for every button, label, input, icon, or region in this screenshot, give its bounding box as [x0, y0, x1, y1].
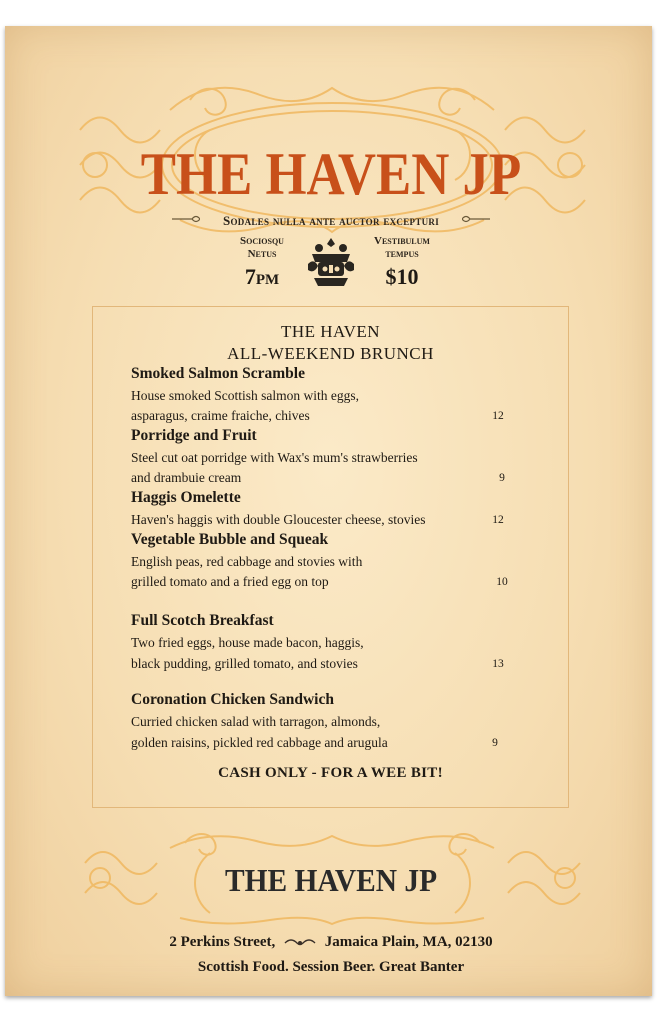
address-city: Jamaica Plain, MA, 02130 — [324, 934, 493, 950]
event-time: 7pm — [244, 264, 280, 289]
menu-item-name: Porridge and Fruit — [131, 427, 257, 444]
menu-item-price: 9 — [499, 472, 505, 484]
flourish-icon — [283, 937, 317, 949]
menu-item-desc: Two fried eggs, house made bacon, haggis, — [131, 635, 364, 650]
address — [0, 934, 662, 951]
menu-item-desc: asparagus, craime fraiche, chives — [131, 408, 310, 423]
cash-only-note: CASH ONLY - FOR A WEE BIT! — [218, 765, 443, 781]
right-subtitle-line-2: tempus — [385, 248, 419, 260]
menu-item-desc: Haven's haggis with double Gloucester cheese, stovies — [131, 512, 426, 527]
right-subtitle — [342, 235, 462, 261]
menu-item-name: Coronation Chicken Sandwich — [131, 691, 334, 708]
menu-item-name: Haggis Omelette — [131, 489, 241, 506]
menu-item-desc: grilled tomato and a fried egg on top — [131, 574, 329, 589]
menu-item-desc: House smoked Scottish salmon with eggs, — [131, 388, 359, 403]
menu-item-desc: golden raisins, pickled red cabbage and arugula — [131, 735, 388, 750]
menu-item-desc: black pudding, grilled tomato, and stovies — [131, 656, 358, 671]
tagline: Sodales nulla ante auctor excepturi — [222, 213, 440, 228]
menu-item-desc: and drambuie cream — [131, 470, 242, 485]
menu-item-name: Smoked Salmon Scramble — [131, 365, 305, 382]
right-subtitle-line-1: Vestibulum — [374, 235, 430, 247]
left-subtitle-line-1: Sociosqu — [240, 235, 284, 247]
menu-item-price: 13 — [492, 658, 504, 670]
page-title: THE HAVEN JP — [140, 141, 522, 207]
menu-item-desc: Curried chicken salad with tarragon, almonds, — [131, 714, 381, 729]
left-subtitle-line-2: Netus — [247, 248, 277, 260]
event-price: $10 — [385, 264, 419, 289]
footer-title: THE HAVEN JP — [224, 862, 438, 898]
menu-item-desc: Steel cut oat porridge with Wax's mum's strawberries — [131, 450, 418, 465]
slogan: Scottish Food. Session Beer. Great Banter — [197, 959, 465, 975]
menu-item-price: 9 — [492, 737, 498, 749]
address-street: 2 Perkins Street, — [169, 934, 276, 950]
menu-item-name: Full Scotch Breakfast — [131, 612, 274, 629]
menu-item-desc: English peas, red cabbage and stovies with — [131, 554, 363, 569]
menu-item-name: Vegetable Bubble and Squeak — [131, 531, 329, 548]
menu-heading-1: THE HAVEN — [280, 322, 381, 341]
menu-item-price: 12 — [492, 514, 504, 526]
menu-item-price: 10 — [496, 576, 508, 588]
menu-item-price: 12 — [492, 410, 504, 422]
menu-heading-2: ALL-WEEKEND BRUNCH — [227, 344, 434, 363]
